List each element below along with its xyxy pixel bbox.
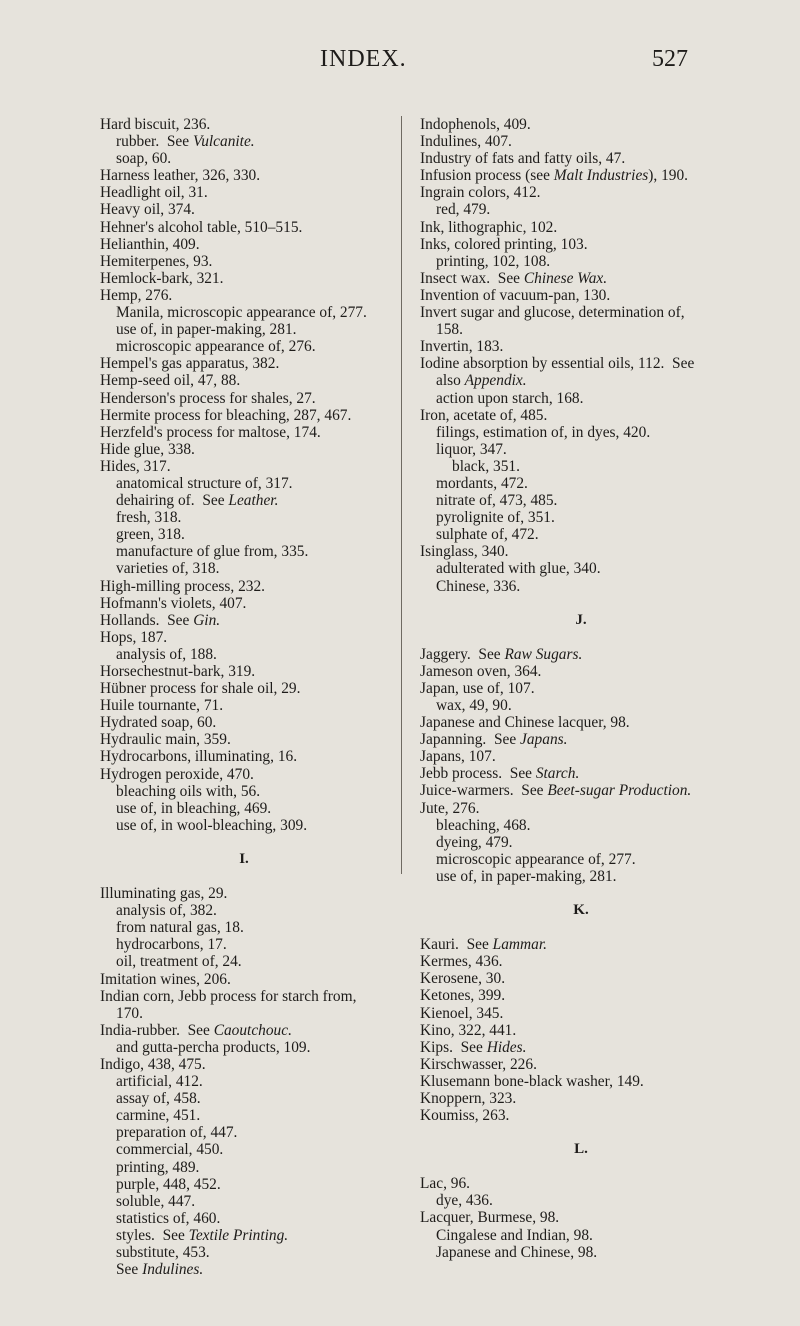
- entry-text: Hempel's gas apparatus, 382.: [100, 355, 280, 373]
- index-entry: [420, 1056, 742, 1073]
- entry-text: Invention of vacuum-pan, 130.: [420, 286, 611, 304]
- entry-text: dye, 436.: [436, 1192, 493, 1210]
- entry-text: Hehner's alcohol table, 510–515.: [100, 218, 303, 236]
- index-subentry: [420, 372, 742, 389]
- index-subentry: [100, 1039, 388, 1056]
- entry-text: Helianthin, 409.: [100, 235, 200, 253]
- entry-text: black, 351.: [452, 457, 520, 475]
- index-entry: [420, 987, 742, 1004]
- index-entry: [420, 1005, 742, 1022]
- index-entry: [420, 184, 742, 201]
- index-subentry: [100, 560, 388, 577]
- entry-text: Hemp, 276.: [100, 286, 173, 304]
- entry-text: Jebb process. See: [420, 765, 536, 783]
- index-subentry: [100, 1124, 388, 1141]
- entry-text: Inks, colored printing, 103.: [420, 235, 588, 253]
- index-entry: [100, 270, 388, 287]
- entry-text: Cingalese and Indian, 98.: [436, 1226, 593, 1244]
- index-entry: [100, 731, 388, 748]
- index-entry: [100, 680, 388, 697]
- index-entry: [420, 936, 742, 953]
- index-subentry: [100, 1261, 388, 1278]
- entry-text: green, 318.: [116, 526, 185, 544]
- entry-text: printing, 489.: [116, 1158, 200, 1176]
- index-subentry: [100, 646, 388, 663]
- entry-text: Japans, 107.: [420, 748, 496, 766]
- index-entry: [100, 424, 388, 441]
- index-entry: [100, 458, 388, 475]
- index-entry: [100, 1056, 388, 1073]
- entry-text: substitute, 453.: [116, 1244, 210, 1261]
- entry-text: Herzfeld's process for maltose, 174.: [100, 423, 321, 441]
- index-entry: [100, 253, 388, 270]
- entry-text: Invert sugar and glucose, determination of,: [420, 304, 685, 322]
- entry-text: carmine, 451.: [116, 1107, 201, 1125]
- index-entry: [420, 1039, 742, 1056]
- entry-text: Iodine absorption by essential oils, 112. See: [420, 355, 695, 373]
- entry-cross-reference: Leather.: [228, 492, 279, 510]
- index-entry: [420, 1107, 742, 1124]
- index-entry: [100, 287, 388, 304]
- index-entry: [420, 219, 742, 236]
- entry-text: mordants, 472.: [436, 474, 528, 492]
- entry-cross-reference: Textile Printing.: [188, 1226, 289, 1244]
- index-entry: [420, 953, 742, 970]
- entry-text: Invertin, 183.: [420, 338, 504, 356]
- section-letter: K.: [573, 902, 589, 919]
- index-entry: [420, 680, 742, 697]
- index-entry: [100, 236, 388, 253]
- index-subentry: [100, 902, 388, 919]
- entry-text: Infusion process (see: [420, 167, 554, 185]
- index-subentry: [420, 1227, 742, 1244]
- index-subentry: [420, 834, 742, 851]
- entry-text: oil, treatment of, 24.: [116, 953, 242, 971]
- entry-text: adulterated with glue, 340.: [436, 560, 601, 578]
- section-letter: L.: [574, 1141, 588, 1158]
- index-entry: [420, 970, 742, 987]
- index-subentry: [100, 1141, 388, 1158]
- entry-text: microscopic appearance of, 277.: [436, 850, 636, 868]
- entry-text: Kerosene, 30.: [420, 970, 506, 988]
- entry-text: Ketones, 399.: [420, 987, 506, 1005]
- entry-text: Indigo, 438, 475.: [100, 1055, 206, 1073]
- entry-text: Jaggery. See: [420, 645, 505, 663]
- entry-text: analysis of, 188.: [116, 645, 217, 663]
- entry-text: Imitation wines, 206.: [100, 970, 231, 988]
- entry-text: Kino, 322, 441.: [420, 1021, 517, 1039]
- index-entry: [100, 578, 388, 595]
- entry-text: Knoppern, 323.: [420, 1089, 517, 1107]
- entry-text: Kips. See: [420, 1038, 487, 1056]
- index-entry: [420, 1090, 742, 1107]
- entry-text: Hydraulic main, 359.: [100, 731, 231, 749]
- index-subentry: [100, 953, 388, 970]
- index-subentry: [100, 338, 388, 355]
- entry-text: nitrate of, 473, 485.: [436, 492, 558, 510]
- index-entry: [420, 270, 742, 287]
- entry-text: Chinese, 336.: [436, 577, 521, 595]
- entry-cross-reference: Hides.: [486, 1038, 527, 1056]
- page-title: INDEX.: [320, 46, 407, 72]
- entry-text: sulphate of, 472.: [436, 526, 539, 544]
- entry-text: wax, 49, 90.: [436, 697, 512, 714]
- entry-text: Koumiss, 263.: [420, 1107, 510, 1125]
- index-subentry: [100, 1193, 388, 1210]
- index-subentry: [100, 1107, 388, 1124]
- section-letter: J.: [575, 611, 587, 628]
- index-entry: [100, 629, 388, 646]
- entry-text: Henderson's process for shales, 27.: [100, 389, 316, 407]
- entry-text: Jute, 276.: [420, 799, 480, 817]
- entry-text: Hops, 187.: [100, 628, 168, 646]
- entry-text: bleaching, 468.: [436, 816, 531, 834]
- index-subentry: [100, 783, 388, 800]
- entry-text: Indulines, 407.: [420, 133, 512, 151]
- index-subentry: [420, 321, 742, 338]
- index-entry: [100, 697, 388, 714]
- entry-text: hydrocarbons, 17.: [116, 936, 227, 954]
- entry-text: manufacture of glue from, 335.: [116, 543, 309, 561]
- entry-text: dehairing of. See: [116, 492, 229, 510]
- entry-text: Japanese and Chinese lacquer, 98.: [420, 714, 630, 732]
- index-column-left: [100, 116, 388, 1278]
- index-column-right: [420, 116, 742, 1261]
- index-entry: [420, 646, 742, 663]
- entry-text: styles. See: [116, 1226, 189, 1244]
- index-entry: [420, 407, 742, 424]
- index-entry: [100, 184, 388, 201]
- entry-text: Klusemann bone-black washer, 149.: [420, 1072, 644, 1090]
- index-subentry: [420, 201, 742, 218]
- index-subentry: [100, 509, 388, 526]
- index-entry: [420, 1175, 742, 1192]
- entry-cross-reference: Appendix.: [464, 372, 527, 390]
- entry-text: anatomical structure of, 317.: [116, 474, 293, 492]
- entry-text: Isinglass, 340.: [420, 543, 509, 561]
- entry-text: Hermite process for bleaching, 287, 467.: [100, 406, 352, 424]
- entry-cross-reference: Indulines.: [142, 1261, 204, 1279]
- entry-text: from natural gas, 18.: [116, 919, 244, 937]
- entry-text: bleaching oils with, 56.: [116, 782, 261, 800]
- index-subentry: [100, 475, 388, 492]
- entry-text: Huile tournante, 71.: [100, 697, 224, 715]
- index-entry: [100, 390, 388, 407]
- entry-cross-reference: Caoutchouc.: [213, 1021, 292, 1039]
- index-entry: [420, 116, 742, 133]
- entry-text: 158.: [436, 321, 463, 339]
- section-letter: I.: [239, 850, 249, 867]
- entry-cross-reference: Lammar.: [492, 936, 547, 954]
- entry-cross-reference: Starch.: [535, 765, 580, 783]
- index-subentry: [100, 492, 388, 509]
- entry-text: Hydrated soap, 60.: [100, 714, 217, 732]
- entry-text: Kauri. See: [420, 936, 493, 954]
- index-entry: [420, 800, 742, 817]
- index-entry: [100, 219, 388, 236]
- entry-text: Lacquer, Burmese, 98.: [420, 1209, 560, 1227]
- index-subentry: [100, 1073, 388, 1090]
- index-entry: [100, 355, 388, 372]
- index-subentry: [420, 458, 742, 475]
- entry-text: fresh, 318.: [116, 509, 182, 527]
- entry-text: Hydrogen peroxide, 470.: [100, 765, 254, 783]
- entry-text: microscopic appearance of, 276.: [116, 338, 316, 356]
- entry-text: use of, in paper-making, 281.: [116, 321, 297, 339]
- entry-text: Japanning. See: [420, 731, 521, 749]
- index-subentry: [420, 509, 742, 526]
- entry-text: Indophenols, 409.: [420, 116, 531, 133]
- entry-text: Hofmann's violets, 407.: [100, 594, 247, 612]
- entry-text: use of, in paper-making, 281.: [436, 867, 617, 885]
- index-entry: [100, 167, 388, 184]
- entry-text: Hides, 317.: [100, 457, 171, 475]
- entry-text: Headlight oil, 31.: [100, 184, 208, 202]
- entry-text: Manila, microscopic appearance of, 277.: [116, 304, 367, 322]
- index-entry: [100, 1022, 388, 1039]
- index-entry: [420, 1022, 742, 1039]
- entry-text: analysis of, 382.: [116, 902, 217, 920]
- index-entry: [100, 885, 388, 902]
- index-entry: [100, 766, 388, 783]
- index-entry: [100, 116, 388, 133]
- entry-cross-reference: Vulcanite.: [192, 133, 255, 151]
- index-subentry: [420, 1244, 742, 1261]
- entry-text: liquor, 347.: [436, 440, 507, 458]
- index-entry: [420, 748, 742, 765]
- index-subentry: [100, 133, 388, 150]
- index-subentry: [100, 936, 388, 953]
- entry-text: Ingrain colors, 412.: [420, 184, 541, 202]
- entry-text-after: ), 190.: [648, 167, 689, 185]
- index-entry: [420, 1209, 742, 1226]
- index-subentry: [420, 868, 742, 885]
- index-subentry: [100, 543, 388, 560]
- index-entry: [420, 287, 742, 304]
- index-subentry: [420, 697, 742, 714]
- entry-text: High-milling process, 232.: [100, 577, 266, 595]
- entry-cross-reference: Malt Industries: [553, 167, 649, 185]
- entry-text: Hydrocarbons, illuminating, 16.: [100, 748, 298, 766]
- index-entry: [100, 612, 388, 629]
- index-subentry: [100, 800, 388, 817]
- index-subentry: [100, 1159, 388, 1176]
- entry-text: Heavy oil, 374.: [100, 201, 195, 219]
- entry-text: commercial, 450.: [116, 1141, 224, 1159]
- index-entry: [420, 714, 742, 731]
- index-subentry: [420, 1192, 742, 1209]
- entry-text: rubber. See: [116, 133, 193, 151]
- index-subentry: [420, 851, 742, 868]
- entry-text: Hard biscuit, 236.: [100, 116, 211, 133]
- index-entry: [420, 1073, 742, 1090]
- index-subentry: [420, 424, 742, 441]
- entry-text: Industry of fats and fatty oils, 47.: [420, 150, 626, 168]
- entry-cross-reference: Gin.: [193, 611, 221, 629]
- entry-text: and gutta-percha products, 109.: [116, 1038, 311, 1056]
- index-entry: [100, 714, 388, 731]
- entry-text: purple, 448, 452.: [116, 1175, 221, 1193]
- page-number: 527: [652, 46, 688, 72]
- entry-text: Hide glue, 338.: [100, 440, 195, 458]
- entry-text: Indian corn, Jebb process for starch from,: [100, 987, 357, 1005]
- index-entry: [420, 133, 742, 150]
- index-entry: [420, 355, 742, 372]
- index-entry: [100, 748, 388, 765]
- index-subentry: [100, 304, 388, 321]
- index-entry: [100, 663, 388, 680]
- entry-text: preparation of, 447.: [116, 1124, 238, 1142]
- index-subentry: [420, 390, 742, 407]
- entry-text: Jameson oven, 364.: [420, 662, 542, 680]
- entry-text: Kienoel, 345.: [420, 1004, 504, 1022]
- entry-text: pyrolignite of, 351.: [436, 509, 555, 527]
- index-subentry: [420, 441, 742, 458]
- index-entry: [100, 988, 388, 1005]
- index-entry: [100, 372, 388, 389]
- index-entry: [420, 663, 742, 680]
- index-subentry: [420, 475, 742, 492]
- entry-text: Japanese and Chinese, 98.: [436, 1243, 598, 1261]
- index-subentry: [420, 492, 742, 509]
- entry-text: filings, estimation of, in dyes, 420.: [436, 423, 651, 441]
- entry-text: dyeing, 479.: [436, 833, 513, 851]
- index-entry: [420, 236, 742, 253]
- index-entry: [420, 304, 742, 321]
- entry-cross-reference: Raw Sugars.: [504, 645, 583, 663]
- entry-text: Horsechestnut-bark, 319.: [100, 663, 256, 680]
- index-subentry: [100, 1227, 388, 1244]
- index-entry: [420, 543, 742, 560]
- entry-text: also: [436, 372, 465, 390]
- index-subentry: [100, 150, 388, 167]
- index-subentry: [100, 1210, 388, 1227]
- entry-text: artificial, 412.: [116, 1073, 203, 1091]
- index-subentry: [100, 321, 388, 338]
- entry-text: Hollands. See: [100, 611, 194, 629]
- index-subentry: [420, 253, 742, 270]
- entry-text: statistics of, 460.: [116, 1209, 221, 1227]
- entry-text: red, 479.: [436, 201, 491, 219]
- entry-text: Insect wax. See: [420, 269, 524, 287]
- entry-cross-reference: Japans.: [520, 731, 568, 749]
- entry-text: Juice-warmers. See: [420, 782, 548, 800]
- entry-text: Hübner process for shale oil, 29.: [100, 680, 301, 698]
- index-subentry: [100, 1176, 388, 1193]
- index-subentry: [100, 1005, 388, 1022]
- index-entry: [100, 407, 388, 424]
- index-entry: [420, 765, 742, 782]
- entry-text: soluble, 447.: [116, 1192, 196, 1210]
- index-entry: [100, 595, 388, 612]
- index-subentry: [100, 1244, 388, 1261]
- column-divider: [401, 116, 402, 874]
- entry-text: Hemp-seed oil, 47, 88.: [100, 372, 241, 390]
- entry-text: Lac, 96.: [420, 1175, 470, 1193]
- entry-text: Illuminating gas, 29.: [100, 885, 228, 903]
- index-subentry: [420, 526, 742, 543]
- index-entry: [100, 971, 388, 988]
- index-subentry: [420, 817, 742, 834]
- index-subentry: [100, 817, 388, 834]
- index-entry: [420, 150, 742, 167]
- index-entry: [420, 338, 742, 355]
- entry-text: Harness leather, 326, 330.: [100, 167, 261, 185]
- entry-text: action upon starch, 168.: [436, 389, 584, 407]
- index-subentry: [420, 578, 742, 595]
- entry-text: use of, in wool-bleaching, 309.: [116, 816, 308, 834]
- entry-text: Hemiterpenes, 93.: [100, 252, 213, 270]
- entry-text: soap, 60.: [116, 150, 172, 168]
- index-subentry: [100, 919, 388, 936]
- entry-text: See: [116, 1261, 143, 1279]
- index-subentry: [100, 1090, 388, 1107]
- entry-text: Hemlock-bark, 321.: [100, 269, 224, 287]
- entry-text: Iron, acetate of, 485.: [420, 406, 548, 424]
- entry-cross-reference: Chinese Wax.: [523, 269, 608, 287]
- entry-text: printing, 102, 108.: [436, 252, 551, 270]
- entry-text: Kermes, 436.: [420, 953, 503, 971]
- entry-text: Ink, lithographic, 102.: [420, 218, 558, 236]
- entry-cross-reference: Beet-sugar Production.: [547, 782, 692, 800]
- index-entry: [420, 167, 742, 184]
- entry-text: 170.: [116, 1004, 143, 1022]
- index-subentry: [100, 526, 388, 543]
- index-entry: [420, 731, 742, 748]
- entry-text: Japan, use of, 107.: [420, 679, 535, 697]
- entry-text: use of, in bleaching, 469.: [116, 799, 272, 817]
- index-entry: [100, 441, 388, 458]
- index-entry: [420, 782, 742, 799]
- entry-text: India-rubber. See: [100, 1021, 214, 1039]
- index-subentry: [420, 560, 742, 577]
- entry-text: assay of, 458.: [116, 1090, 201, 1108]
- entry-text: varieties of, 318.: [116, 560, 220, 578]
- index-entry: [100, 201, 388, 218]
- entry-text: Kirschwasser, 226.: [420, 1055, 537, 1073]
